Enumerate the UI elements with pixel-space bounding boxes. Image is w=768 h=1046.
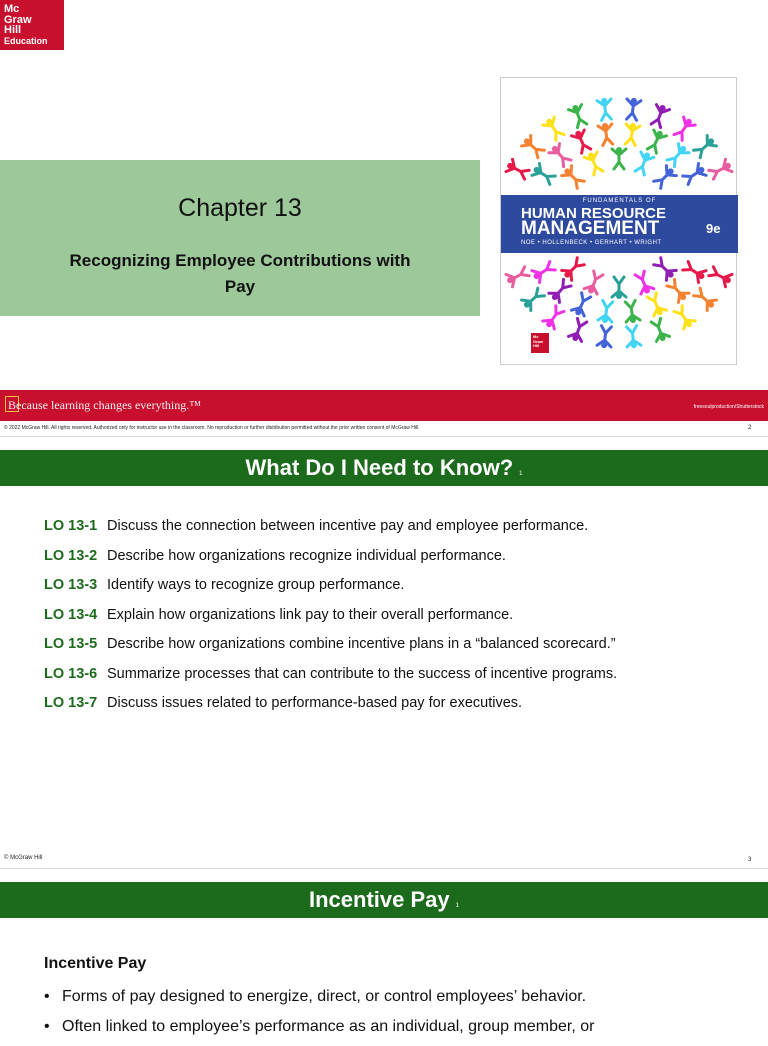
person-figure-icon (520, 134, 546, 159)
footer-copyright: © McGraw Hill (4, 855, 43, 861)
cover-logo-line: Hill (533, 343, 540, 348)
list-item (44, 518, 744, 548)
bullet-icon: • (44, 988, 50, 1005)
slide-title (0, 0, 768, 436)
person-figure-icon (623, 300, 640, 324)
person-figure-icon (645, 292, 667, 318)
person-figure-icon (682, 162, 708, 186)
person-figure-icon (530, 162, 556, 186)
bullet-text: Forms of pay designed to energize, direct, or control employees’ behavior. (62, 988, 587, 1005)
mcgraw-hill-logo (0, 0, 64, 50)
lo-text: Summarize processes that can contribute to the success of incentive programs. (107, 665, 618, 682)
slide-title: What Do I Need to Know? (245, 455, 514, 480)
cover-series: FUNDAMENTALS OF (582, 198, 657, 204)
lo-code: LO 13-1 (44, 518, 98, 534)
tagline: Because learning changes everything.™ (8, 398, 202, 412)
person-figure-icon (598, 122, 615, 146)
slide-title-sup: 1 (455, 903, 459, 909)
copyright-notice: © 2022 McGraw Hill. All rights reserved. Authorized only for instructor use in the classroom. No reproduction or further distribution permitted without the prior written consent of McGraw Hill. (4, 425, 420, 431)
person-figure-icon (672, 115, 696, 141)
lo-code: LO 13-5 (44, 636, 98, 652)
person-figure-icon (560, 256, 585, 281)
brand-banner (0, 390, 768, 421)
logo-line: Mc (4, 3, 20, 15)
person-figure-icon (652, 164, 677, 189)
logo-line: Education (4, 35, 48, 46)
logo-line: Hill (4, 24, 22, 36)
book-cover-image (500, 77, 737, 365)
person-figure-icon (530, 260, 556, 284)
lo-code: LO 13-7 (44, 695, 98, 711)
lo-code: LO 13-2 (44, 547, 98, 564)
person-figure-icon (649, 103, 670, 129)
chapter-subtitle: Recognizing Employee Contributions with Pay (69, 251, 411, 296)
person-figure-icon (568, 318, 589, 344)
lo-code: LO 13-3 (44, 577, 98, 593)
person-figure-icon (571, 128, 593, 154)
lo-text: Identify ways to recognize group performance. (107, 577, 405, 593)
cover-logo-line: Graw (533, 338, 544, 344)
lo-text: Describe how organizations combine incentive plans in a “balanced scorecard.” (107, 636, 616, 652)
lo-text: Explain how organizations link pay to their overall performance. (107, 606, 514, 623)
person-figure-icon (504, 158, 530, 181)
person-figure-icon (649, 318, 670, 344)
page-number: 2 (748, 425, 752, 431)
cover-publisher-logo (531, 333, 549, 353)
slide-header-what-do-i-need-to-know (0, 450, 768, 486)
bullet-icon: • (44, 1018, 50, 1035)
lo-text: Describe how organizations recognize individual performance. (107, 547, 506, 564)
person-figure-icon (504, 265, 530, 288)
person-figure-icon (625, 97, 642, 121)
person-figure-icon (612, 277, 626, 299)
chapter-title-box (0, 160, 480, 316)
person-figure-icon (542, 115, 566, 141)
person-figure-icon (633, 150, 654, 176)
bullet-text: Often linked to employee’s performance as an individual, group member, or (62, 1018, 595, 1035)
person-figure-icon (597, 97, 614, 121)
section-heading: Incentive Pay (44, 955, 147, 972)
person-figure-icon (665, 142, 690, 168)
person-figure-icon (682, 260, 708, 284)
lo-text: Discuss issues related to performance-based pay for executives. (107, 695, 523, 711)
slide-title-sup: 1 (519, 471, 523, 477)
person-figure-icon (692, 287, 718, 312)
person-figure-icon (598, 300, 615, 324)
person-figure-icon (708, 265, 734, 288)
list-item (44, 607, 744, 637)
person-figure-icon (625, 325, 642, 349)
chapter-number: Chapter 13 (178, 194, 302, 222)
person-figure-icon (548, 142, 573, 168)
person-figure-icon (597, 325, 614, 349)
person-figure-icon (568, 103, 589, 129)
list-item (44, 1016, 764, 1038)
person-figure-icon (520, 287, 546, 312)
cover-title-line1: HUMAN RESOURCE (521, 205, 667, 222)
image-credit: freesoulproduction/Shutterstock (693, 404, 764, 410)
list-item (44, 666, 744, 696)
slide-divider (0, 436, 768, 437)
slide-title: Incentive Pay (309, 887, 450, 912)
person-figure-icon (652, 256, 677, 281)
person-figure-icon (548, 278, 573, 304)
person-figure-icon (665, 278, 690, 304)
cover-edition: 9e (706, 221, 721, 236)
learning-objectives-list (44, 518, 744, 725)
cover-title-line2: MANAGEMENT (521, 218, 660, 239)
list-item (44, 986, 764, 1008)
lo-text: Discuss the connection between incentive pay and employee performance. (107, 518, 589, 534)
list-item (44, 636, 744, 666)
person-figure-icon (542, 305, 566, 331)
slide-divider (0, 868, 768, 869)
logo-line: Graw (4, 13, 32, 26)
cover-authors: NOE • HOLLENBECK • GERHART • WRIGHT (521, 240, 662, 246)
person-figure-icon (623, 122, 640, 146)
lo-code: LO 13-6 (44, 665, 98, 682)
person-figure-icon (633, 270, 654, 296)
list-item (44, 577, 744, 607)
lo-code: LO 13-4 (44, 606, 98, 623)
person-figure-icon (560, 164, 585, 189)
person-figure-icon (612, 147, 626, 169)
person-figure-icon (708, 158, 734, 181)
list-item (44, 695, 744, 725)
person-figure-icon (672, 305, 696, 331)
person-figure-icon (645, 128, 667, 154)
person-figure-icon (692, 134, 718, 159)
person-figure-icon (583, 150, 604, 176)
person-figure-icon (583, 270, 604, 296)
bullet-list (44, 986, 764, 1046)
cover-title-band (501, 195, 738, 253)
list-item (44, 548, 744, 578)
person-figure-icon (571, 292, 593, 318)
slide-header-incentive-pay (0, 882, 768, 918)
page-number: 3 (748, 857, 752, 863)
cover-logo-line: Mc (533, 334, 539, 339)
